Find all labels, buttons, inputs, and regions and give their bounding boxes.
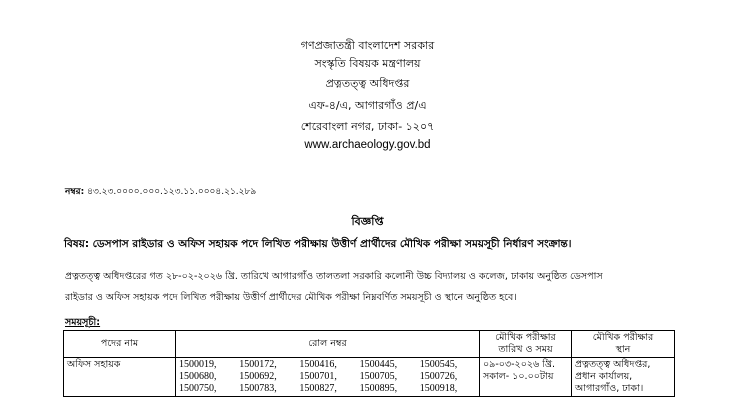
roll-number: 1500918, (419, 383, 458, 394)
exam-time: সকাল- ১০.০০টায় (483, 371, 554, 382)
cell-post-name (64, 358, 176, 397)
header-exam-date (480, 331, 572, 358)
header-exam-date-line-2: তারিখ ও সময় (498, 344, 553, 355)
roll-number: 1500750, (179, 383, 217, 394)
roll-number: 1500701, (299, 371, 337, 382)
schedule-table (63, 330, 675, 397)
roll-number: 1500019, (179, 359, 217, 370)
roll-number: 1500692, (239, 371, 277, 382)
notice-body-line-2: রাইডার ও অফিস সহায়ক পদে লিখিত পরীক্ষায় উত্তীর্ণ প্রার্থীদের মৌখিক পরীক্ষা নিম্নবর্ণিত সময়সূচী ও স্থানে অনুষ্ঠিত হবে। (65, 292, 517, 303)
govt-name: গণপ্রজাতন্ত্রী বাংলাদেশ সরকার (300, 39, 435, 52)
roll-number: 1500895, (359, 383, 398, 394)
roll-number: 1500783, (239, 383, 277, 394)
header-exam-place-line-1: মৌখিক পরীক্ষার (592, 332, 654, 343)
roll-number-list (179, 359, 476, 395)
roll-number: 1500827, (299, 383, 337, 394)
cell-exam-date (480, 358, 572, 397)
address-line: এফ-৪/এ, আগারগাঁও প্র/এ (308, 99, 427, 112)
header-post-name: পদের নাম (64, 331, 176, 358)
header-exam-date-line-1: মৌখিক পরীক্ষার (495, 332, 556, 343)
roll-number: 1500445, (359, 359, 398, 370)
exam-place-line-1: প্রত্নতত্ত্ব অধিদপ্তর, (575, 359, 651, 370)
exam-place-line-3: আগারগাঁও, ঢাকা। (575, 383, 644, 394)
table-row (64, 358, 675, 397)
memo-number (65, 184, 256, 199)
ministry-name: সংস্কৃতি বিষয়ক মন্ত্রণালয় (314, 57, 421, 70)
post-name: অফিস সহায়ক (67, 359, 121, 370)
department-name: প্রত্নতত্ত্ব অধিদপ্তর (325, 77, 410, 90)
website-link[interactable]: www.archaeology.gov.bd (304, 139, 431, 151)
roll-number: 1500172, (239, 359, 277, 370)
roll-number: 1500726, (419, 371, 458, 382)
notice-subject: বিষয়: ডেসপাস রাইডার ও অফিস সহায়ক পদে লিখিত পরীক্ষায় উত্তীর্ণ প্রার্থীদের মৌখিক পরীক্ষা সময়সূচী নির্ধারণ সংক্রান্ত। (64, 238, 572, 250)
cell-roll-numbers (176, 358, 480, 397)
roll-number: 1500416, (299, 359, 337, 370)
cell-exam-place (572, 358, 675, 397)
roll-number: 1500545, (419, 359, 458, 370)
header-exam-place (572, 331, 675, 358)
memo-label: নম্বর: (65, 187, 85, 197)
notice-title: বিজ্ঞপ্তি (351, 215, 384, 228)
memo-value: ৪৩.২৩.০০০০.০০০.১২৩.১১.০০০৪.২১.২৮৯ (87, 187, 257, 197)
roll-number: 1500705, (359, 371, 398, 382)
exam-date: ০৯-০৩-২০২৬ খ্রি. (483, 359, 556, 370)
exam-place-line-2: প্রধান কার্যালয়, (575, 371, 633, 382)
header-roll-number: রোল নম্বর (176, 331, 480, 358)
header-exam-place-line-2: স্থান (615, 344, 631, 355)
table-header-row (64, 331, 675, 358)
roll-number: 1500680, (179, 371, 217, 382)
schedule-label: সময়সূচী: (65, 317, 101, 328)
notice-body-line-1: প্রত্নতত্ত্ব অধিদপ্তরের গত ২৮-০২-২০২৬ খ্রি. তারিখে আগারগাঁও তালতলা সরকারি কলোনী উচ্চ বিদ্যালয় ও কলেজ, ঢাকায় অনুষ্ঠিত ডেসপাস (65, 271, 603, 282)
city-line: শেরেবাংলা নগর, ঢাকা- ১২০৭ (300, 120, 435, 133)
